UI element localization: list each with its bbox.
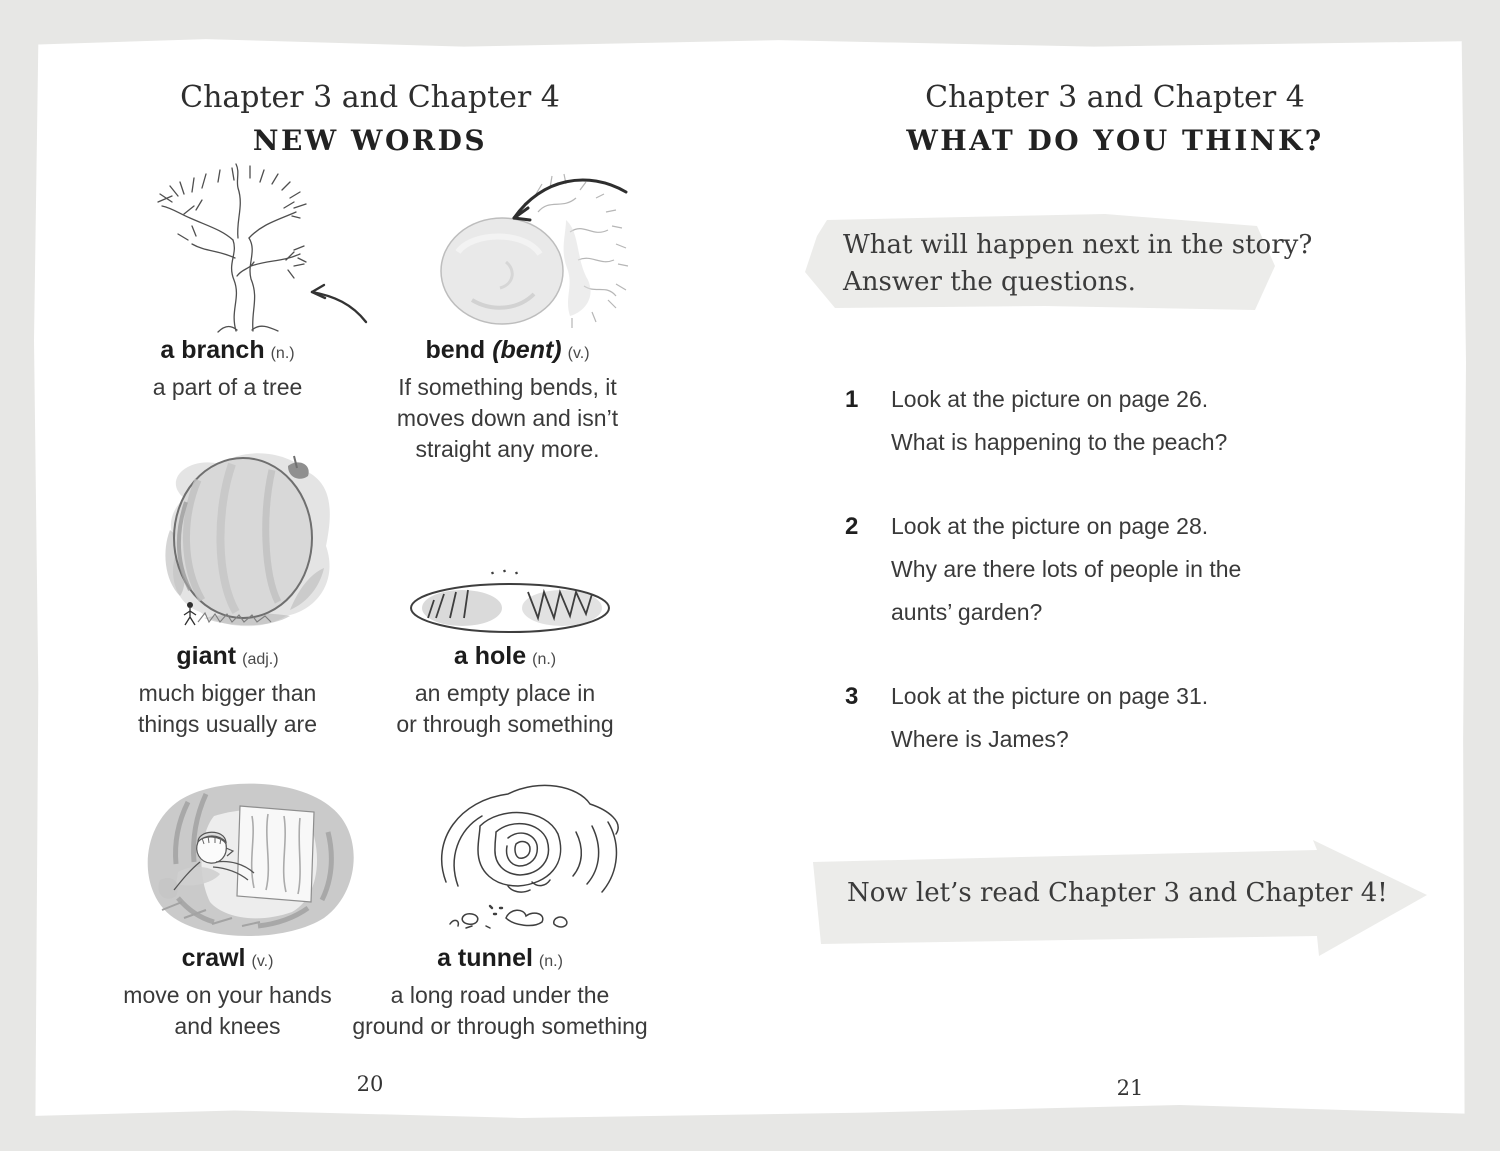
- entry-giant: [95, 642, 360, 740]
- giant-peach-illustration: [140, 440, 360, 635]
- question-text: [891, 675, 1315, 761]
- question-text: [891, 378, 1315, 464]
- entry-word: a hole: [453, 642, 527, 670]
- left-chapter-heading: Chapter 3 and Chapter 4: [180, 80, 560, 115]
- entry-pos: (v.): [251, 953, 274, 970]
- entry-pos: (n.): [538, 953, 563, 970]
- question-line: Look at the picture on page 26.: [891, 386, 1209, 412]
- entry-pos: (n.): [532, 651, 557, 668]
- next-banner: [805, 838, 1430, 960]
- entry-definition: moves down and isn’t: [396, 405, 619, 431]
- question-line: Where is James?: [891, 726, 1069, 752]
- entry-crawl-word-line: [95, 944, 360, 973]
- crawling-boy-illustration: [118, 772, 368, 937]
- instruction-banner-text: [843, 227, 1312, 301]
- question-line: What is happening to the peach?: [891, 429, 1228, 455]
- entry-definition: much bigger than: [138, 680, 317, 706]
- instruction-line: What will happen next in the story?: [843, 230, 1313, 260]
- right-page-number: 21: [1116, 1076, 1144, 1100]
- entry-word-past-form: (bent): [492, 336, 562, 364]
- entry-crawl: [95, 944, 360, 1042]
- entry-giant-word-line: [95, 642, 360, 671]
- entry-bend-word-line: [365, 336, 650, 365]
- question-line: aunts’ garden?: [891, 599, 1043, 625]
- right-section-title: WHAT DO YOU THINK?: [906, 124, 1324, 157]
- entry-definition: a long road under the: [390, 982, 610, 1008]
- next-banner-text: Now let’s read Chapter 3 and Chapter 4!: [847, 878, 1388, 908]
- entry-word: giant: [176, 642, 237, 670]
- entry-hole: [360, 642, 650, 740]
- arrow-to-branch-icon: [312, 285, 366, 322]
- entry-definition: and knees: [174, 1013, 281, 1039]
- entry-word: a tunnel: [437, 944, 533, 972]
- entry-hole-word-line: [360, 642, 650, 671]
- left-section-title: NEW WORDS: [252, 124, 488, 157]
- entry-pos: (adj.): [242, 651, 279, 668]
- tunnel-illustration: [420, 778, 640, 938]
- arrow-to-bend-icon: [514, 180, 626, 220]
- question-line: Look at the picture on page 31.: [891, 683, 1209, 709]
- question-3: [845, 675, 1315, 761]
- entry-branch: [95, 336, 360, 403]
- entry-definition: move on your hands: [123, 982, 332, 1008]
- question-text: [891, 505, 1315, 634]
- entry-branch-word-line: [95, 336, 360, 365]
- right-chapter-heading: Chapter 3 and Chapter 4: [925, 80, 1305, 115]
- entry-word: crawl: [181, 944, 246, 972]
- instruction-line: Answer the questions.: [843, 267, 1136, 297]
- entry-pos: (v.): [567, 345, 590, 362]
- entry-pos: (n.): [270, 345, 295, 362]
- question-1: [845, 378, 1315, 464]
- question-number: 1: [845, 386, 859, 413]
- entry-tunnel-word-line: [330, 944, 670, 973]
- entry-word: a branch: [160, 336, 265, 364]
- tree-branch-illustration: [110, 158, 390, 333]
- instruction-banner: [805, 212, 1313, 314]
- entry-definition: an empty place in: [414, 680, 596, 706]
- entry-definition: If something bends, it: [398, 374, 617, 400]
- hole-illustration: [400, 560, 620, 636]
- question-line: Look at the picture on page 28.: [891, 513, 1209, 539]
- entry-definition: a part of a tree: [152, 374, 303, 400]
- entry-definition: ground or through something: [352, 1013, 648, 1039]
- left-page-number: 20: [356, 1072, 384, 1096]
- question-line: Why are there lots of people in the: [891, 556, 1242, 582]
- bending-branch-peach-illustration: [420, 168, 650, 333]
- entry-bend: [365, 336, 650, 465]
- question-number: 3: [845, 683, 859, 710]
- entry-definition: or through something: [396, 711, 614, 737]
- entry-definition: straight any more.: [415, 436, 600, 462]
- question-2: [845, 505, 1315, 634]
- right-page-header: [865, 80, 1365, 157]
- question-number: 2: [845, 513, 859, 540]
- entry-definition: things usually are: [138, 711, 317, 737]
- entry-word: bend: [425, 336, 486, 364]
- entry-tunnel: [330, 944, 670, 1042]
- left-page-header: [120, 80, 620, 157]
